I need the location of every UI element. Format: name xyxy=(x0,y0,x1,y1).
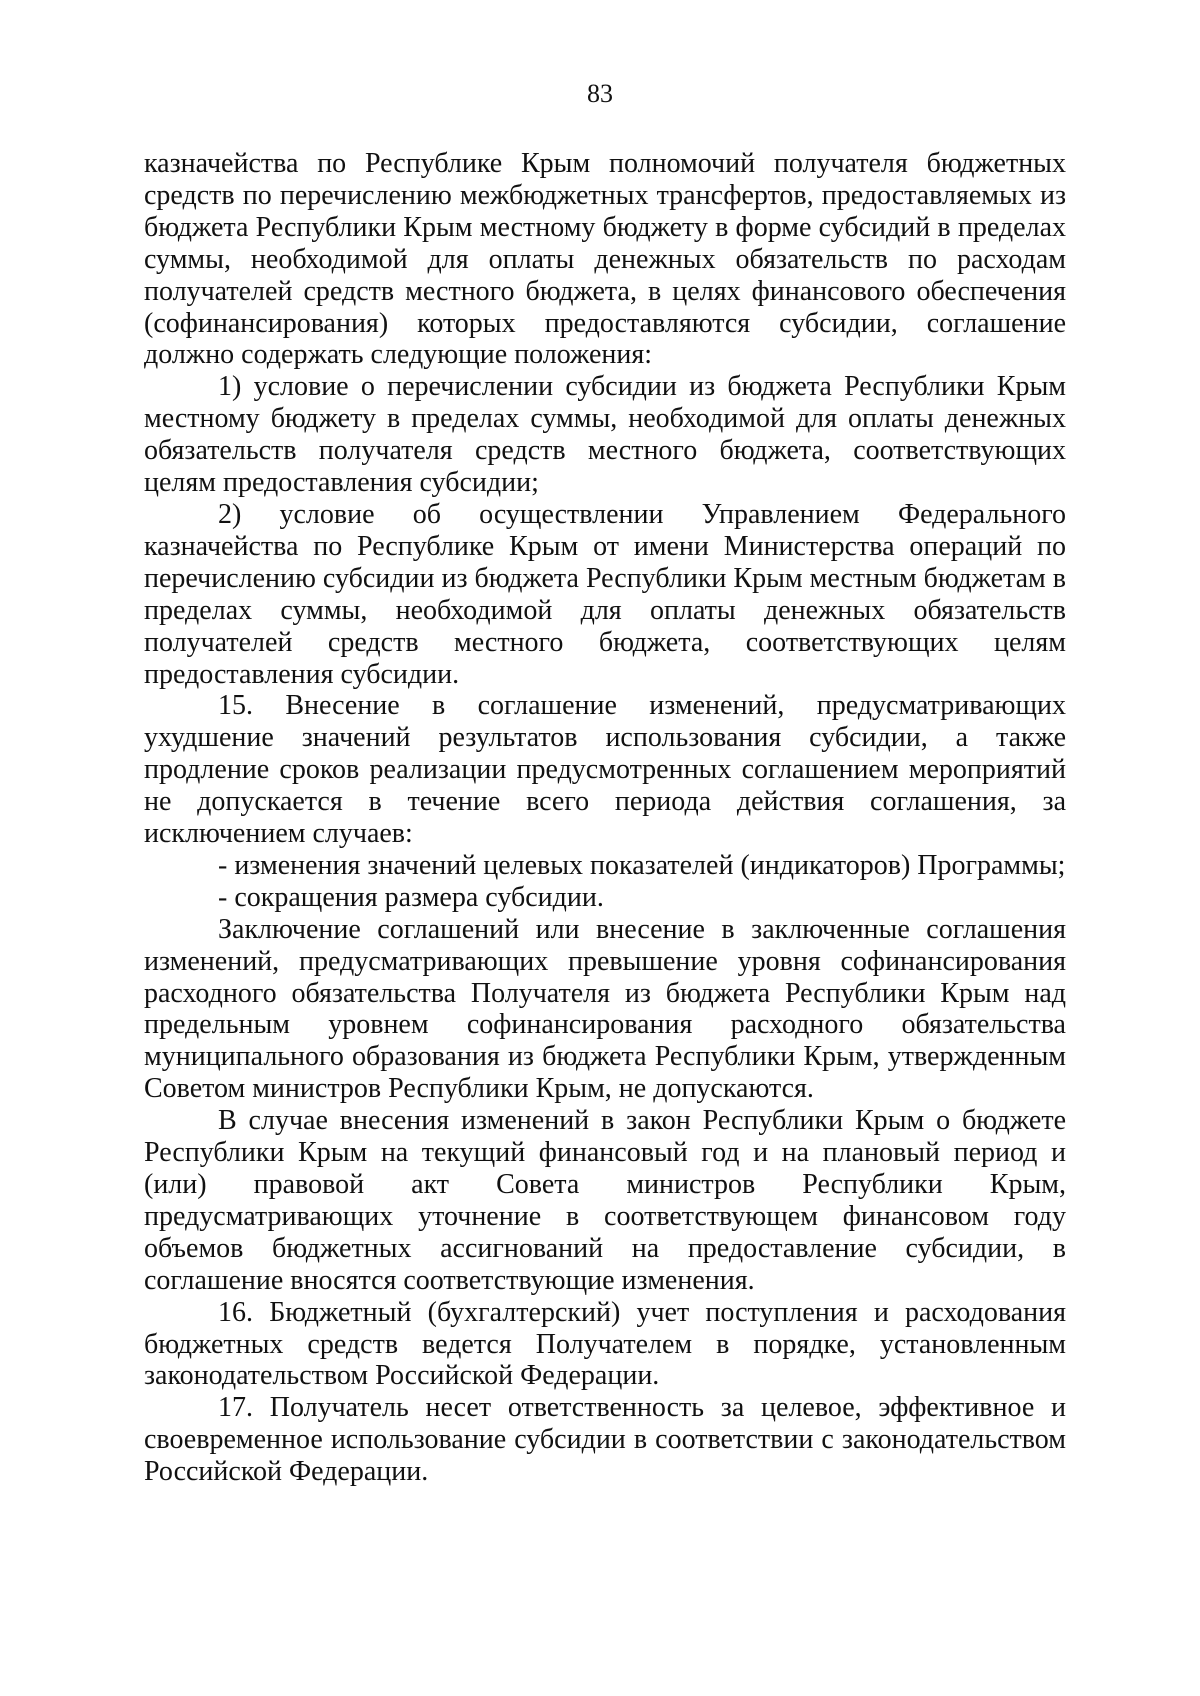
paragraph-exception-reduction: - сокращения размера субсидии. xyxy=(218,881,604,913)
document-body xyxy=(144,148,1066,1488)
paragraph-condition-2: 2) условие об осуществлении Управлением Федерального казначейства по Республике Крым от имени Министерства операций по перечислению субсидии из бюджета Республики Крым местным бюджетам в пределах суммы, необходимой для оплаты денежных обязательств получателей средств местного бюджета, соответствующих целям предоставления субсидии. xyxy=(144,498,1066,690)
paragraph-clause-16: 16. Бюджетный (бухгалтерский) учет поступления и расходования бюджетных средств ведется Получателем в порядке, установленным законодательством Российской Федерации. xyxy=(144,1296,1066,1392)
paragraph-continuation: казначейства по Республике Крым полномочий получателя бюджетных средств по перечислению межбюджетных трансфертов, предоставляемых из бюджета Республики Крым местному бюджету в форме субсидий в пределах суммы, необходимой для оплаты денежных обязательств по расходам получателей средств местного бюджета, в целях финансового обеспечения (софинансирования) которых предоставляются субсидии, соглашение должно содержать следующие положения: xyxy=(144,148,1066,371)
paragraph-clause-17: 17. Получатель несет ответственность за целевое, эффективное и своевременное использование субсидии в соответствии с законодательством Российской Федерации. xyxy=(144,1392,1066,1488)
paragraph-budget-changes: В случае внесения изменений в закон Республики Крым о бюджете Республики Крым на текущий финансовый год и на плановый период и (или) правовой акт Совета министров Республики Крым, предусматривающих уточнение в соответствующем финансовом году объемов бюджетных ассигнований на предоставление субсидии, в соглашение вносятся соответствующие изменения. xyxy=(144,1105,1066,1296)
paragraph-cofinancing: Заключение соглашений или внесение в заключенные соглашения изменений, предусматривающих превышение уровня софинансирования расходного обязательства Получателя из бюджета Республики Крым над предельным уровнем софинансирования расходного обязательства муниципального образования из бюджета Республики Крым, утвержденным Советом министров Республики Крым, не допускаются. xyxy=(144,913,1066,1105)
paragraph-clause-15: 15. Внесение в соглашение изменений, предусматривающих ухудшение значений результатов использования субсидии, а также продление сроков реализации предусмотренных соглашением мероприятий не допускается в течение всего периода действия соглашения, за исключением случаев: xyxy=(144,690,1066,850)
page-number: 83 xyxy=(587,79,613,108)
paragraph-condition-1: 1) условие о перечислении субсидии из бюджета Республики Крым местному бюджету в пределах суммы, необходимой для оплаты денежных обязательств получателя средств местного бюджета, соответствующих целям предоставления субсидии; xyxy=(144,371,1066,499)
paragraph-exception-indicators: - изменения значений целевых показателей (индикаторов) Программы; xyxy=(218,849,1066,881)
